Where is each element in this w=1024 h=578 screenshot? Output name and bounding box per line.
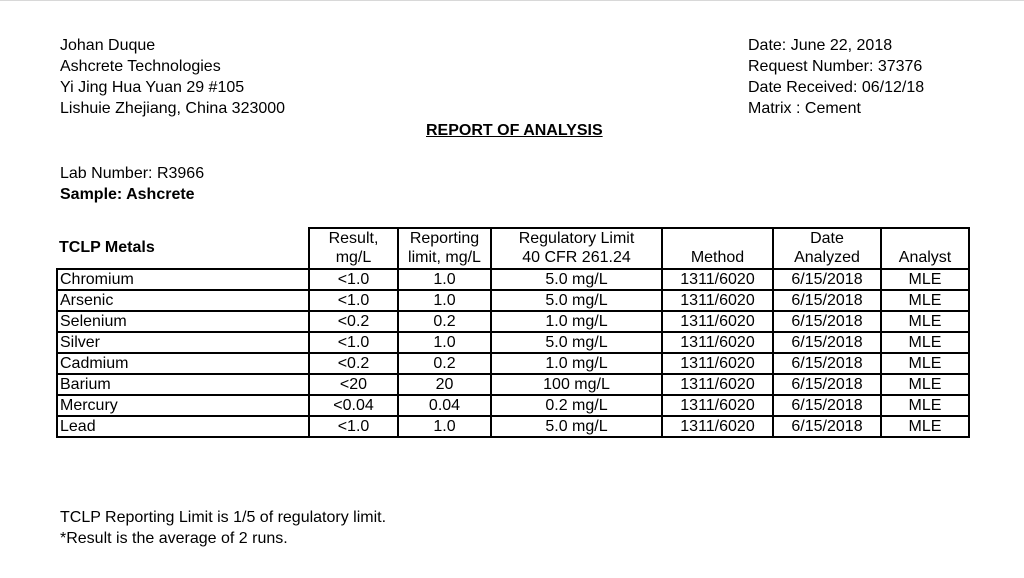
analyst-cell: MLE bbox=[881, 353, 969, 374]
metal-name: Mercury bbox=[57, 395, 309, 416]
sample-info-block bbox=[60, 163, 204, 205]
client-company: Ashcrete Technologies bbox=[60, 58, 221, 75]
section-label: TCLP Metals bbox=[57, 228, 309, 269]
result-cell: <0.2 bbox=[309, 311, 398, 332]
date-analyzed-cell: 6/15/2018 bbox=[773, 290, 881, 311]
header-method: Method bbox=[662, 228, 773, 269]
report-date: Date: June 22, 2018 bbox=[748, 37, 893, 54]
regulatory-limit-cell: 5.0 mg/L bbox=[491, 416, 662, 437]
table-row bbox=[57, 269, 969, 290]
analyst-cell: MLE bbox=[881, 269, 969, 290]
analyst-cell: MLE bbox=[881, 416, 969, 437]
table-row bbox=[57, 374, 969, 395]
result-cell: <0.04 bbox=[309, 395, 398, 416]
method-cell: 1311/6020 bbox=[662, 353, 773, 374]
metal-name: Barium bbox=[57, 374, 309, 395]
regulatory-limit-cell: 5.0 mg/L bbox=[491, 332, 662, 353]
date-analyzed-cell: 6/15/2018 bbox=[773, 311, 881, 332]
metal-name: Lead bbox=[57, 416, 309, 437]
header-date-analyzed: Date Analyzed bbox=[773, 228, 881, 269]
metal-name: Cadmium bbox=[57, 353, 309, 374]
date-analyzed-cell: 6/15/2018 bbox=[773, 416, 881, 437]
method-cell: 1311/6020 bbox=[662, 332, 773, 353]
date-analyzed-cell: 6/15/2018 bbox=[773, 269, 881, 290]
header-regulatory-limit: Regulatory Limit 40 CFR 261.24 bbox=[491, 228, 662, 269]
table-row bbox=[57, 290, 969, 311]
analyst-cell: MLE bbox=[881, 374, 969, 395]
metal-name: Chromium bbox=[57, 269, 309, 290]
regulatory-limit-cell: 1.0 mg/L bbox=[491, 353, 662, 374]
header-analyst: Analyst bbox=[881, 228, 969, 269]
table-row bbox=[57, 311, 969, 332]
results-table bbox=[56, 227, 970, 438]
reporting-limit-cell: 20 bbox=[398, 374, 491, 395]
method-cell: 1311/6020 bbox=[662, 311, 773, 332]
reporting-limit-cell: 1.0 bbox=[398, 416, 491, 437]
notes-block bbox=[60, 507, 386, 549]
report-title: REPORT OF ANALYSIS bbox=[426, 122, 603, 139]
method-cell: 1311/6020 bbox=[662, 416, 773, 437]
regulatory-limit-cell: 0.2 mg/L bbox=[491, 395, 662, 416]
regulatory-limit-cell: 5.0 mg/L bbox=[491, 269, 662, 290]
method-cell: 1311/6020 bbox=[662, 395, 773, 416]
metal-name: Selenium bbox=[57, 311, 309, 332]
method-cell: 1311/6020 bbox=[662, 269, 773, 290]
metal-name: Arsenic bbox=[57, 290, 309, 311]
analyst-cell: MLE bbox=[881, 290, 969, 311]
date-analyzed-cell: 6/15/2018 bbox=[773, 332, 881, 353]
reporting-limit-cell: 0.2 bbox=[398, 353, 491, 374]
header-result: Result, mg/L bbox=[309, 228, 398, 269]
note-reporting-limit: TCLP Reporting Limit is 1/5 of regulatory limit. bbox=[60, 509, 387, 526]
regulatory-limit-cell: 1.0 mg/L bbox=[491, 311, 662, 332]
report-meta-block bbox=[748, 35, 924, 119]
result-cell: <1.0 bbox=[309, 332, 398, 353]
result-cell: <20 bbox=[309, 374, 398, 395]
method-cell: 1311/6020 bbox=[662, 290, 773, 311]
note-average-runs: *Result is the average of 2 runs. bbox=[60, 530, 288, 547]
analyst-cell: MLE bbox=[881, 332, 969, 353]
client-address-line2: Lishuie Zhejiang, China 323000 bbox=[60, 100, 286, 117]
regulatory-limit-cell: 5.0 mg/L bbox=[491, 290, 662, 311]
sample-name: Sample: Ashcrete bbox=[60, 186, 195, 203]
metal-name: Silver bbox=[57, 332, 309, 353]
date-analyzed-cell: 6/15/2018 bbox=[773, 353, 881, 374]
table-row bbox=[57, 332, 969, 353]
analyst-cell: MLE bbox=[881, 395, 969, 416]
regulatory-limit-cell: 100 mg/L bbox=[491, 374, 662, 395]
result-cell: <1.0 bbox=[309, 416, 398, 437]
table-row bbox=[57, 353, 969, 374]
result-cell: <1.0 bbox=[309, 290, 398, 311]
analyst-cell: MLE bbox=[881, 311, 969, 332]
client-address-block bbox=[60, 35, 285, 119]
client-name: Johan Duque bbox=[60, 37, 156, 54]
date-analyzed-cell: 6/15/2018 bbox=[773, 395, 881, 416]
table-row bbox=[57, 416, 969, 437]
reporting-limit-cell: 1.0 bbox=[398, 290, 491, 311]
top-divider bbox=[0, 0, 1024, 1]
lab-number: Lab Number: R3966 bbox=[60, 165, 205, 182]
result-cell: <0.2 bbox=[309, 353, 398, 374]
reporting-limit-cell: 0.2 bbox=[398, 311, 491, 332]
reporting-limit-cell: 0.04 bbox=[398, 395, 491, 416]
date-received: Date Received: 06/12/18 bbox=[748, 79, 925, 96]
reporting-limit-cell: 1.0 bbox=[398, 269, 491, 290]
header-reporting-limit: Reporting limit, mg/L bbox=[398, 228, 491, 269]
table-row bbox=[57, 395, 969, 416]
table-header-row bbox=[57, 228, 969, 269]
method-cell: 1311/6020 bbox=[662, 374, 773, 395]
result-cell: <1.0 bbox=[309, 269, 398, 290]
request-number: Request Number: 37376 bbox=[748, 58, 923, 75]
matrix: Matrix : Cement bbox=[748, 100, 861, 117]
client-address-line1: Yi Jing Hua Yuan 29 #105 bbox=[60, 79, 245, 96]
reporting-limit-cell: 1.0 bbox=[398, 332, 491, 353]
date-analyzed-cell: 6/15/2018 bbox=[773, 374, 881, 395]
